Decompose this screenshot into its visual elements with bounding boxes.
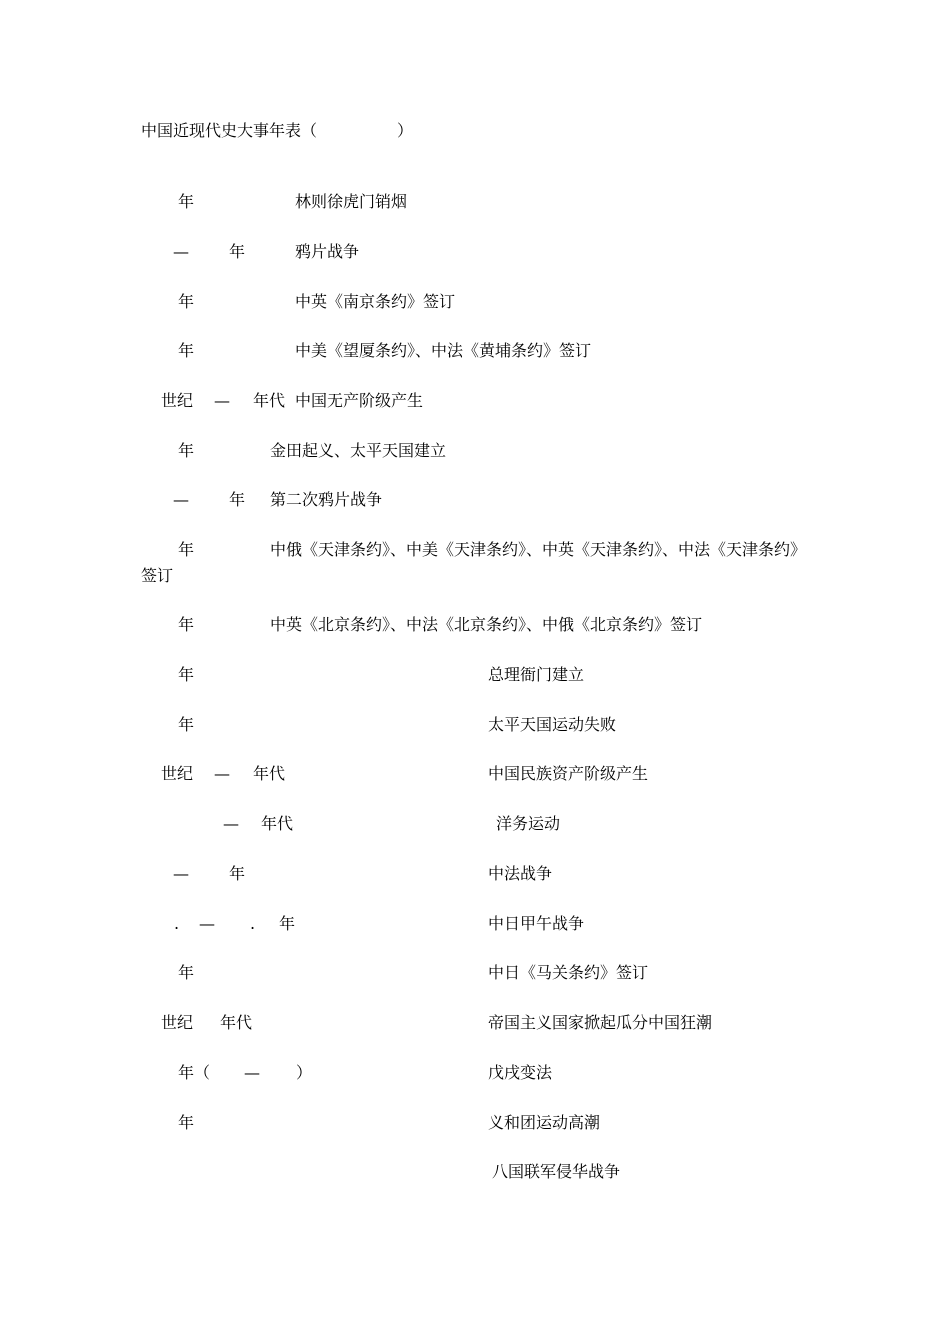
date-part: 年代 xyxy=(253,764,286,783)
timeline-row xyxy=(0,715,950,739)
date-part: 年 xyxy=(178,192,195,211)
page-title: 中国近现代史大事年表（ ） xyxy=(141,121,414,140)
timeline-row xyxy=(0,864,950,888)
date-part: 年 xyxy=(229,242,246,261)
date-part: — xyxy=(223,814,239,833)
date-part: 世纪 xyxy=(161,391,194,410)
date-part: . xyxy=(250,914,256,933)
date-part: 年 xyxy=(279,914,296,933)
event-text: 帝国主义国家掀起瓜分中国狂潮 xyxy=(488,1013,713,1032)
event-text: 中国无产阶级产生 xyxy=(295,391,424,410)
date-part: 世纪 xyxy=(161,1013,194,1032)
event-text: 总理衙门建立 xyxy=(488,665,585,684)
date-part: — xyxy=(214,764,230,783)
date-part: 年 xyxy=(178,292,195,311)
date-part: 年 xyxy=(178,665,195,684)
event-text: 洋务运动 xyxy=(496,814,561,833)
timeline-row xyxy=(0,665,950,689)
date-part: 年代 xyxy=(261,814,294,833)
timeline-row xyxy=(0,1113,950,1137)
date-part: — xyxy=(173,490,189,509)
date-part: 年 xyxy=(178,540,195,559)
date-part: 年代 xyxy=(220,1013,253,1032)
timeline-row xyxy=(0,391,950,415)
timeline-row xyxy=(0,441,950,465)
timeline-row xyxy=(0,1162,950,1186)
date-part: 年代 xyxy=(253,391,286,410)
date-part: 年 xyxy=(178,615,195,634)
event-text: 中法战争 xyxy=(488,864,553,883)
timeline-row xyxy=(0,292,950,316)
timeline-row xyxy=(0,814,950,838)
timeline-row xyxy=(0,963,950,987)
date-part: 年（ xyxy=(178,1063,211,1082)
date-part: — xyxy=(214,391,230,410)
event-text: 太平天国运动失败 xyxy=(488,715,617,734)
timeline-row xyxy=(0,192,950,216)
date-part: — xyxy=(173,864,189,883)
timeline-row xyxy=(0,242,950,266)
date-part: 年 xyxy=(229,864,246,883)
date-part: — xyxy=(244,1063,260,1082)
event-text: 鸦片战争 xyxy=(295,242,360,261)
event-text: 林则徐虎门销烟 xyxy=(295,192,408,211)
date-part: — xyxy=(199,914,215,933)
date-part: 世纪 xyxy=(161,764,194,783)
date-part: 年 xyxy=(229,490,246,509)
date-part: 年 xyxy=(178,441,195,460)
date-part: 年 xyxy=(178,963,195,982)
event-text: 中日甲午战争 xyxy=(488,914,585,933)
event-text: 中国民族资产阶级产生 xyxy=(488,764,649,783)
timeline-row xyxy=(0,764,950,788)
event-text: 戊戌变法 xyxy=(488,1063,553,1082)
timeline-row xyxy=(0,914,950,938)
event-text: 八国联军侵华战争 xyxy=(492,1162,621,1181)
event-text: 中英《北京条约》、中法《北京条约》、中俄《北京条约》签订 xyxy=(270,615,703,634)
event-text: 中俄《天津条约》、中美《天津条约》、中英《天津条约》、中法《天津条约》 xyxy=(270,540,807,559)
event-text-continuation: 签订 xyxy=(141,566,174,585)
timeline-row xyxy=(0,341,950,365)
event-text: 义和团运动高潮 xyxy=(488,1113,601,1132)
date-part: 年 xyxy=(178,341,195,360)
timeline-row xyxy=(0,1063,950,1087)
event-text: 第二次鸦片战争 xyxy=(270,490,383,509)
timeline-row xyxy=(0,540,950,564)
date-part: — xyxy=(173,242,189,261)
event-text: 中日《马关条约》签订 xyxy=(488,963,649,982)
date-part: . xyxy=(174,914,180,933)
date-part: ） xyxy=(296,1063,313,1082)
event-text: 金田起义、太平天国建立 xyxy=(270,441,447,460)
event-text: 中英《南京条约》签订 xyxy=(295,292,456,311)
timeline-row xyxy=(0,615,950,639)
timeline-row xyxy=(0,1013,950,1037)
event-text: 中美《望厦条约》、中法《黄埔条约》签订 xyxy=(295,341,592,360)
date-part: 年 xyxy=(178,1113,195,1132)
timeline-row xyxy=(0,490,950,514)
date-part: 年 xyxy=(178,715,195,734)
